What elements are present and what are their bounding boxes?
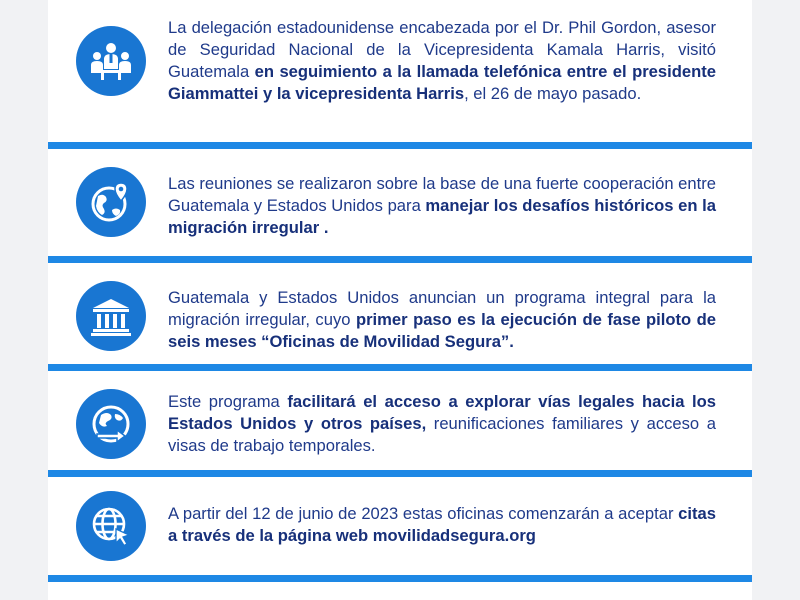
world-routes-icon xyxy=(76,389,146,459)
info-item-access xyxy=(48,371,752,472)
info-text-normal: A partir del 12 de junio de 2023 estas oficinas comenzarán a aceptar xyxy=(168,504,679,523)
info-text-normal: La delegación estadounidense encabezada por el Dr. Phil Gordon, asesor de Seguridad Nacional de la Vicepresidenta Kamala Harris, visitó Guatemala xyxy=(168,18,716,81)
info-text-program xyxy=(168,287,716,353)
government-building-icon xyxy=(76,281,146,351)
info-text-delegation xyxy=(168,17,716,105)
info-text-normal: Las reuniones se realizaron sobre la base de una fuerte cooperación entre Guatemala y Estados Unidos para xyxy=(168,174,716,215)
meeting-people-icon xyxy=(76,26,146,96)
section-divider xyxy=(48,470,752,477)
info-text-meetings xyxy=(168,173,716,239)
info-text-normal: Este programa xyxy=(168,392,288,411)
info-item-appointments xyxy=(48,477,752,575)
info-text-normal: , el 26 de mayo pasado. xyxy=(464,84,642,103)
web-globe-cursor-icon xyxy=(76,491,146,561)
info-item-meetings xyxy=(48,149,752,256)
info-item-program xyxy=(48,263,752,371)
section-divider xyxy=(48,142,752,149)
info-text-bold: primer paso es la ejecución de fase piloto de seis meses “Oficinas de Movilidad Segura”. xyxy=(168,310,716,351)
info-text-bold: citas a través de la página web movilidadsegura.org xyxy=(168,504,716,545)
info-text-bold: en seguimiento a la llamada telefónica entre el presidente Giammattei y la vicepresidenta Harris xyxy=(168,62,716,103)
globe-location-icon xyxy=(76,167,146,237)
info-text-bold: manejar los desafíos históricos en la migración irregular . xyxy=(168,196,716,237)
info-text-appointments xyxy=(168,503,716,547)
info-text-bold: facilitará el acceso a explorar vías legales hacia los Estados Unidos y otros países, xyxy=(168,392,716,433)
section-divider xyxy=(48,364,752,371)
section-divider xyxy=(48,575,752,582)
section-divider xyxy=(48,256,752,263)
info-text-normal: Guatemala y Estados Unidos anuncian un programa integral para la migración irregular, cuyo xyxy=(168,288,716,329)
info-text-normal: reunificaciones familiares y acceso a visas de trabajo temporales. xyxy=(168,414,716,455)
info-text-access xyxy=(168,391,716,457)
info-item-delegation xyxy=(48,0,752,140)
